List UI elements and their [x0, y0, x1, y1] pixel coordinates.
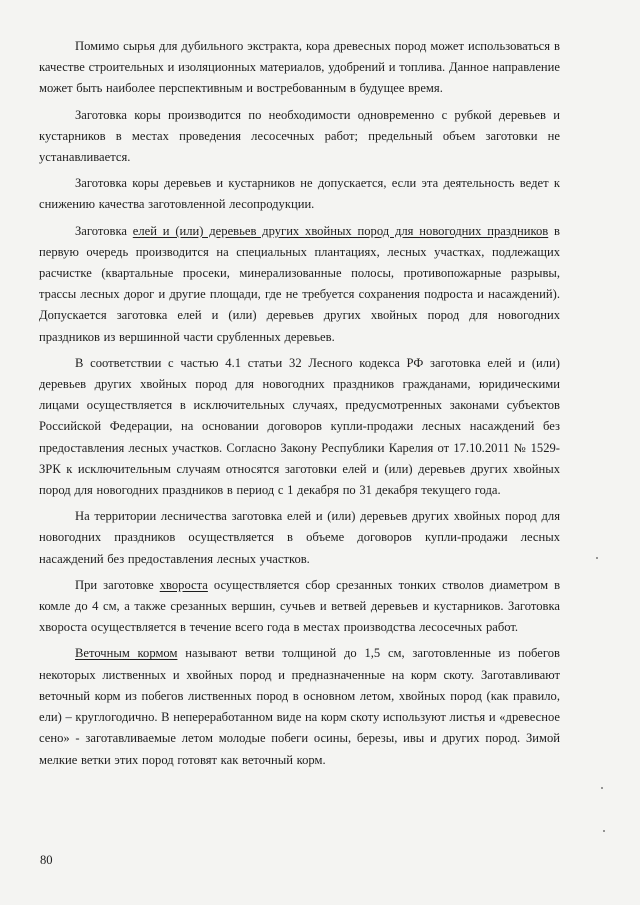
- paragraph-bark-harvesting: Заготовка коры производится по необходимости одновременно с рубкой деревьев и кустарников в местах проведения лесосечных работ; предельный объем заготовки не устанавливается.: [39, 107, 560, 165]
- paragraph-brushwood-lead: При заготовке: [75, 577, 160, 592]
- page-number: 80: [40, 853, 53, 867]
- scan-speck: [601, 787, 603, 789]
- scan-speck: [596, 557, 598, 559]
- paragraph-branch-fodder: [39, 643, 560, 770]
- paragraph-branch-fodder-body: называют ветви толщиной до 1,5 см, заготовленные из побегов некоторых лиственных и хвойных пород и предназначенные на корм скоту. Заготавливают веточный корм из побегов лиственных пород в основном летом, хвойных пород (как правило, ели) – круглогодично. В непереработанном виде на корм скоту используют листья и «древесное сено» - заготавливаемые летом молодые побеги осины, березы, ивы и других пород. Зимой мелкие ветки этих пород готовят как веточный корм.: [39, 646, 560, 767]
- term-christmas-trees: елей и (или) деревьев других хвойных пород для новогодних праздников: [132, 223, 549, 238]
- paragraph-christmas-trees-lead: Заготовка: [75, 223, 133, 238]
- scan-speck: [603, 830, 605, 832]
- paragraph-brushwood: [39, 575, 560, 639]
- paragraph-bark-uses: Помимо сырья для дубильного экстракта, кора древесных пород может использоваться в качестве строительных и изоляционных материалов, удобрений и топлива. Данное направление может быть наиболее перспективным и востребованным в будущее время.: [39, 39, 560, 96]
- paragraph-christmas-trees-body: в первую очередь производится на специальных плантациях, лесных участках, подлежащих расчистке (квартальные просеки, минерализованные полосы, противопожарные разрывы, трассы лесных дорог и другие площади, где не требуется сохранения подроста и насаждений). Допускается заготовка елей и (или) деревьев других хвойных пород для новогодних праздников из вершинной части срубленных деревьев.: [39, 223, 560, 344]
- paragraph-forestry-territory: На территории лесничества заготовка елей и (или) деревьев других хвойных пород для новогодних праздников осуществляется в объеме договоров купли-продажи лесных насаждений без предоставления лесных участков.: [39, 509, 560, 566]
- term-branch-fodder: Веточным кормом: [75, 646, 178, 661]
- paragraph-forest-code: В соответствии с частью 4.1 статьи 32 Лесного кодекса РФ заготовка елей и (или) деревьев других хвойных пород для новогодних праздников гражданами, юридическими лицами осуществляется в исключительных случаях, предусмотренных законами субъектов Российской Федерации, на основании договоров купли-продажи лесных насаждений без предоставления лесных участков. Согласно Закону Республики Карелия от 17.10.2011 № 1529-ЗРК к исключительным случаям относятся заготовки елей и (или) деревьев других хвойных пород для новогодних праздников в период с 1 декабря по 31 декабря текущего года.: [39, 355, 560, 498]
- term-brushwood: хвороста: [159, 577, 208, 592]
- paragraph-bark-restriction: Заготовка коры деревьев и кустарников не допускается, если эта деятельность ведет к снижению качества заготовленной лесопродукции.: [39, 176, 560, 212]
- paragraph-brushwood-body: осуществляется сбор срезанных тонких стволов диаметром в комле до 4 см, а также срезанных вершин, сучьев и ветвей деревьев и кустарников. Заготовка хвороста осуществляется в течение всего года в местах производства лесосечных работ.: [39, 577, 561, 635]
- document-body: [39, 36, 560, 776]
- paragraph-christmas-trees: [39, 221, 560, 348]
